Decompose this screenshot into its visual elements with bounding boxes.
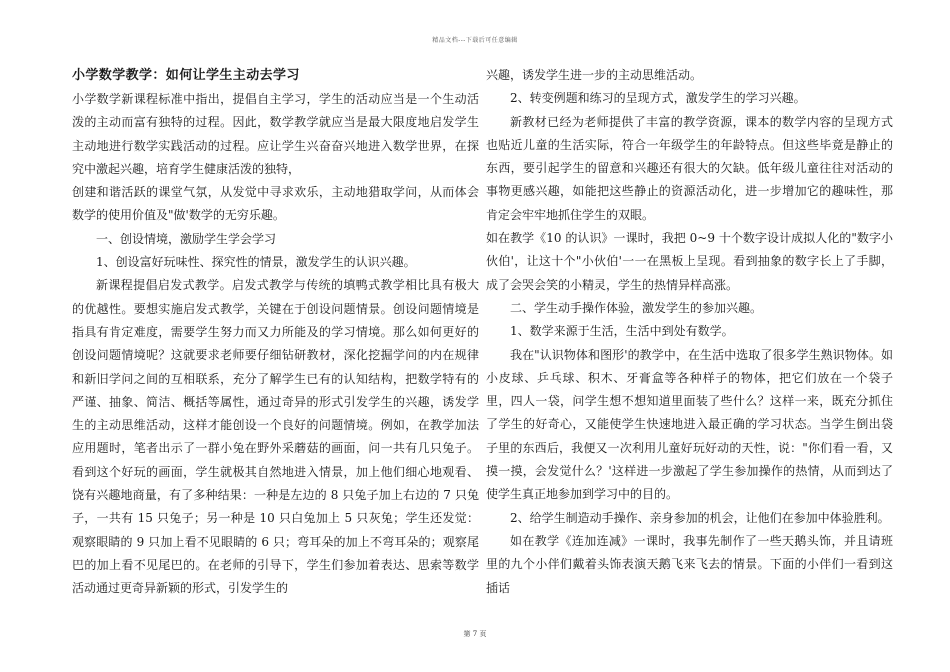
paragraph: 新课程提倡启发式教学。启发式教学与传统的填鸭式教学相比具有极大的优越性。要想实施启发式教学，关键在于创设问题情景。创设问题情境是指具有肯定难度，需要学生努力而又力所能及的学习情境。那么如何更好的创设问题情境呢？这就要求老师要仔细钻研教材，深化挖掘学问的内在规律和新旧学问之间的互相联系，充分了解学生已有的认知结构，把数学特有的严谨、抽象、简洁、概括等属性，通过奇异的形式引发学生的兴趣，诱发学生的主动思维活动，这样才能创设一个良好的问题情境。例如，在教学加法应用题时，笔者出示了一群小兔在野外采蘑菇的画面，问一共有几只兔子。看到这个好玩的画面，学生就极其自然地进入情景，加上他们细心地观看、饶有兴趣地商量，有了多种结果：一种是左边的 8 只兔子加上右边的 7 只兔子，一共有 15 只兔子；另一种是 10 只白兔加上 5 只灰兔；学生还发觉：观察眼睛的 9 只加上看不见眼睛的 6 只；弯耳朵的加上不弯耳朵的；观察尾巴的加上看不见尾巴的。在老师的引导下，学生们参加着表达、思索等数学活动通过更奇异新颖的形式，引发学生的	[72, 278, 479, 596]
page-number: 第 7 页	[463, 630, 487, 638]
paragraph: 兴趣，诱发学生进一步的主动思维活动。	[486, 68, 703, 82]
paragraph: 新教材已经为老师提供了丰富的教学资源，课本的数学内容的呈现方式也贴近儿童的生活实际，符合一年级学生的年龄特点。但这些毕竟是静止的东西，要引起学生的留意和兴趣还有很大的欠缺。低年级儿童往往对活动的事物更感兴趣，如能把这些静止的资源活动化，进一步增加它的趣味性，那肯定会牢牢地抓住学生的双眼。	[486, 114, 893, 222]
left-column-paragraphs	[72, 88, 479, 601]
paragraph: 如在教学《10 的认识》一课时，我把 0~9 十个数字设计成拟人化的"数字小伙伯'，让这十个"小伙伯'一一在黑板上呈现。看到抽象的数字长上了手脚，成了会哭会笑的小精灵，学生的热情异样高涨。	[486, 231, 893, 292]
document-header-note: 精品文档---下载后可任意编辑	[432, 37, 518, 44]
paragraph: 小学数学新课程标准中指出，提倡自主学习，学生的活动应当是一个生动活泼的主动而富有独特的过程。因此，数学教学就应当是最大限度地启发学生主动地进行数学实践活动的过程。应让学生兴奋奋兴地进入数学世界，在探究中激起兴趣，培育学生健康活泼的独特，	[72, 92, 479, 176]
right-column-paragraphs	[486, 64, 893, 600]
paragraph: 1、数学来源于生活，生活中到处有数学。	[510, 324, 734, 339]
paragraph: 我在"认识物体和图形'的教学中，在生活中选取了很多学生熟识物体。如小皮球、乒乓球、积木、牙膏盒等各种样子的物体，把它们放在一个袋子里，四人一袋，问学生想不想知道里面装了些什么？这样一来，既充分抓住了学生的好奇心，又能使学生快速地进入最正确的学习状态。当学生倒出袋子里的东西后，我便又一次利用儿童好玩好动的天性，说："你们看一看，又摸一摸，会发觉什么？'这样进一步激起了学生参加操作的热情，从而到达了使学生真正地参加到学习中的目的。	[486, 347, 893, 502]
paragraph: 如在教学《连加连减》一课时，我事先制作了一些天鹅头饰，并且请班里的九个小伴们戴着头饰表演天鹅飞来飞去的情景。下面的小伴们一看到这插话	[486, 533, 893, 595]
paragraph: 二、学生动手操作体验，激发学生的参加兴趣。	[510, 300, 763, 315]
document-title: 小学数学教学：如何让学生主动去学习	[72, 68, 300, 83]
paragraph: 2、转变例题和练习的呈现方式，激发学生的学习兴趣。	[510, 91, 806, 106]
left-column	[72, 64, 479, 601]
paragraph: 创建和谐活跃的课堂气氛，从发觉中寻求欢乐，主动地猎取学问，从而体会数学的使用价值及"做'数学的无穷乐趣。	[72, 185, 479, 223]
paragraph: 一、创设情境，激励学生学会学习	[96, 231, 277, 246]
paragraph: 1、创设富好玩味性、探究性的情景，激发学生的认识兴趣。	[96, 255, 416, 270]
paragraph: 2、给学生制造动手操作、亲身参加的机会，让他们在参加中体验胜利。	[510, 510, 890, 525]
right-column	[486, 64, 893, 600]
